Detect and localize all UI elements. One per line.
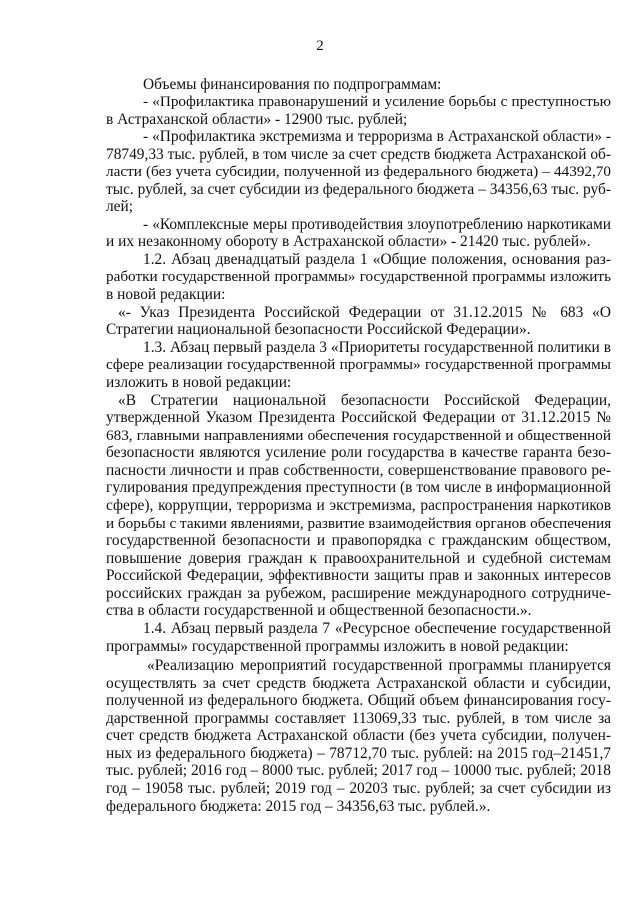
text-line: дарственной программы составляет 113069,33 тыс. рублей, в том числе за — [106, 710, 611, 727]
text-line: - «Профилактика экстремизма и терроризма в Астраханской области» - — [143, 128, 611, 145]
text-line: российских граждан за рубежом, расширение международного сотрудниче- — [106, 585, 611, 602]
text-line: «- Указ Президента Российской Федерации от 31.12.2015 № 683 «О — [118, 304, 611, 321]
text-line: 1.3. Абзац первый раздела 3 «Приоритеты государственной политики в — [143, 339, 611, 356]
text-line: 1.4. Абзац первый раздела 7 «Ресурсное обеспечение государственной — [143, 620, 611, 637]
text-line: лей; — [106, 198, 134, 215]
text-line: ласти (без учета субсидии, полученной из федерального бюджета) – 44392,70 — [106, 163, 611, 180]
text-line: в Астраханской области» - 12900 тыс. рублей; — [106, 111, 408, 128]
text-line: ных из федерального бюджета) – 78712,70 тыс. рублей: на 2015 год–21451,7 — [106, 745, 611, 762]
text-line: тыс. рублей, за счет субсидии из федерального бюджета – 34356,63 тыс. руб- — [106, 181, 611, 198]
text-line: Российской Федерации, эффективности защиты прав и законных интересов — [106, 567, 611, 584]
text-line: программы» государственной программы изложить в новой редакции: — [106, 638, 569, 655]
page-number: 2 — [316, 38, 324, 54]
text-line: 683, главными направлениями обеспечения государственной и общественной — [106, 427, 611, 444]
text-line: изложить в новой редакции: — [106, 374, 292, 391]
text-line: 78749,33 тыс. рублей, в том числе за счет средств бюджета Астраханской об- — [106, 146, 611, 163]
text-line: и их незаконному обороту в Астраханской области» - 21420 тыс. рублей». — [106, 233, 591, 250]
text-line: сфере), коррупции, терроризма и экстремизма, распространения наркотиков — [106, 497, 611, 514]
text-line: государственной безопасности и правопорядка с гражданским обществом, — [106, 532, 611, 549]
text-line: повышение доверия граждан к правоохранительной и судебной системам — [106, 550, 611, 567]
text-line: осуществлять за счет средств бюджета Астраханской области и субсидии, — [106, 675, 611, 692]
text-line: полученной из федерального бюджета. Общий объем финансирования госу- — [106, 692, 611, 709]
text-line: Объемы финансирования по подпрограммам: — [143, 76, 442, 93]
text-line: пасности личности и прав собственности, совершенствование правового ре- — [106, 462, 611, 479]
text-line: федерального бюджета: 2015 год – 34356,63 тыс. рублей.». — [106, 798, 491, 815]
text-line: 1.2. Абзац двенадцатый раздела 1 «Общие положения, основания раз- — [143, 251, 611, 268]
text-line: тыс. рублей; 2016 год – 8000 тыс. рублей; 2017 год – 10000 тыс. рублей; 2018 — [106, 762, 611, 779]
text-line: в новой редакции: — [106, 286, 226, 303]
text-line: безопасности являются усиление роли государства в качестве гаранта безо- — [106, 444, 611, 461]
text-line: - «Комплексные меры противодействия злоупотреблению наркотиками — [143, 216, 611, 233]
text-line: «Реализацию мероприятий государственной программы планируется — [147, 657, 611, 674]
text-line: - «Профилактика правонарушений и усиление борьбы с преступностью — [143, 93, 611, 110]
text-line: работки государственной программы» государственной программы изложить — [106, 268, 611, 285]
text-line: сфере реализации государственной программы» государственной программы — [106, 356, 611, 373]
text-line: счет средств бюджета Астраханской области (без учета субсидии, получен- — [106, 727, 611, 744]
text-line: ства в области государственной и общественной безопасности.». — [106, 602, 532, 619]
text-line: и борьбы с такими явлениями, развитие взаимодействия органов обеспечения — [106, 515, 612, 532]
text-line: утвержденной Указом Президента Российской Федерации от 31.12.2015 № — [106, 409, 611, 426]
text-line: Стратегии национальной безопасности Российской Федерации». — [106, 321, 531, 338]
text-line: год – 19058 тыс. рублей; 2019 год – 20203 тыс. рублей; за счет субсидии из — [106, 780, 611, 797]
text-line: гулирования предупреждения преступности (в том числе в информационной — [106, 479, 611, 496]
text-line: «В Стратегии национальной безопасности Российской Федерации, — [118, 392, 611, 409]
